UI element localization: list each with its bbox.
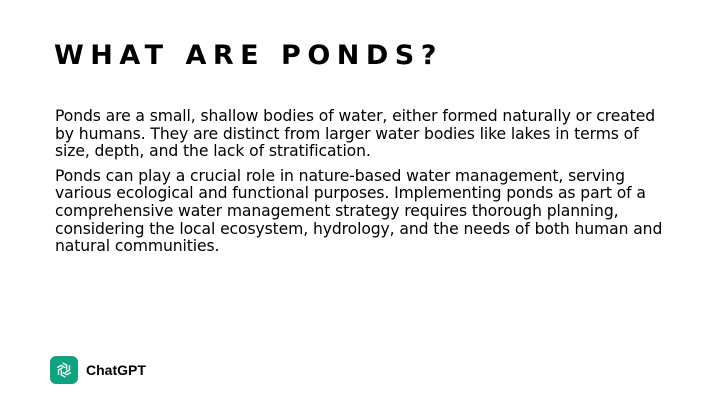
chatgpt-logo-icon bbox=[50, 356, 78, 384]
paragraph-definition: Ponds are a small, shallow bodies of water, either formed naturally or created by humans. They are distinct from larger water bodies like lakes in terms of size, depth, and the lack of stratification. bbox=[55, 107, 655, 161]
brand-footer bbox=[50, 356, 146, 384]
slide-body bbox=[55, 108, 675, 263]
slide-title: WHAT ARE PONDS? bbox=[54, 40, 443, 71]
paragraph-water-management: Ponds can play a crucial role in nature-based water management, serving various ecological and functional purposes. Implementing ponds as part of a comprehensive water management strategy requires thorough planning, considering the local ecosystem, hydrology, and the needs of both human and natural communities. bbox=[55, 166, 663, 256]
brand-name: ChatGPT bbox=[86, 362, 146, 378]
